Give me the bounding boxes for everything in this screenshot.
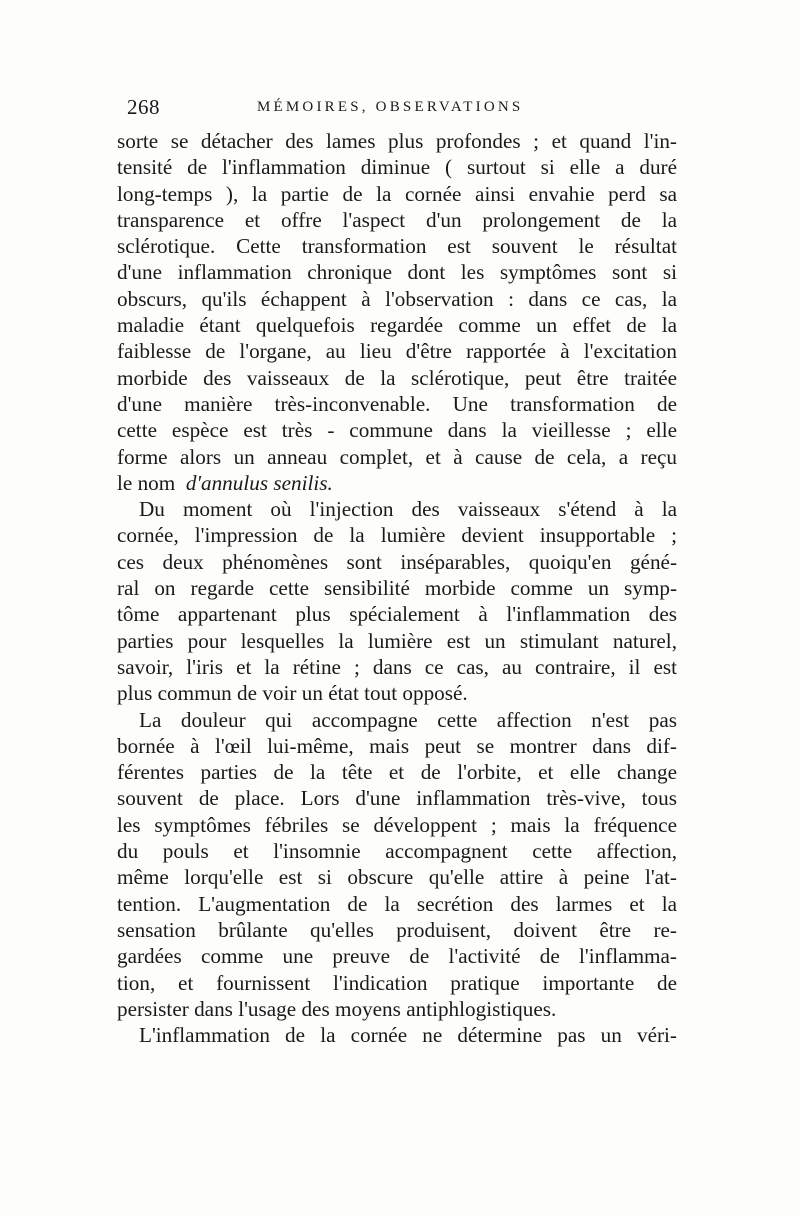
- text-line: sorte se détacher des lames plus profondes ; et quand l'in-: [117, 129, 677, 153]
- paragraph-start-line: L'inflammation de la cornée ne détermine pas un véri-: [139, 1023, 677, 1048]
- text-line: ral on regarde cette sensibilité morbide comme un symp-: [117, 576, 677, 601]
- text-line: gardées comme une preuve de l'activité de l'inflamma-: [117, 944, 677, 969]
- text-line: d'une inflammation chronique dont les symptômes sont si: [117, 260, 677, 285]
- italic-term: d'annulus senilis.: [185, 470, 333, 495]
- text-line: sensation brûlante qu'elles produisent, doivent être re-: [117, 917, 677, 942]
- text-line: d'une manière très-inconvenable. Une transformation de: [117, 391, 677, 416]
- text-line: savoir, l'iris et la rétine ; dans ce cas, au contraire, il est: [117, 654, 677, 679]
- text-line: férentes parties de la tête et de l'orbite, et elle change: [117, 760, 677, 785]
- text-line: cornée, l'impression de la lumière devient insupportable ;: [117, 523, 677, 548]
- text-line: persister dans l'usage des moyens antiphlogistiques.: [117, 996, 557, 1021]
- text-line: souvent de place. Lors d'une inflammation très-vive, tous: [117, 786, 677, 811]
- text-line: même lorqu'elle est si obscure qu'elle attire à peine l'at-: [117, 865, 677, 890]
- text-line: parties pour lesquelles la lumière est un stimulant naturel,: [117, 628, 677, 653]
- text-line: cette espèce est très - commune dans la vieillesse ; elle: [117, 418, 677, 443]
- text-line: tensité de l'inflammation diminue ( surtout si elle a duré: [117, 155, 677, 180]
- body-text: [117, 128, 677, 1048]
- text-line: bornée à l'œil lui-même, mais peut se montrer dans dif-: [117, 733, 677, 758]
- text-line: morbide des vaisseaux de la sclérotique, peut être traitée: [117, 365, 677, 390]
- text-line: sclérotique. Cette transformation est souvent le résultat: [117, 234, 677, 259]
- page-header: [127, 95, 677, 123]
- text-fragment: le nom: [117, 470, 176, 495]
- text-line-with-term: [117, 470, 677, 496]
- text-line: tôme appartenant plus spécialement à l'inflammation des: [117, 602, 677, 627]
- text-line: faiblesse de l'organe, au lieu d'être rapportée à l'excitation: [117, 339, 677, 364]
- text-line: transparence et offre l'aspect d'un prolongement de la: [117, 207, 677, 232]
- paragraph-start-line: La douleur qui accompagne cette affection n'est pas: [139, 707, 677, 732]
- text-line: plus commun de voir un état tout opposé.: [117, 681, 468, 706]
- text-line: obscurs, qu'ils échappent à l'observation : dans ce cas, la: [117, 286, 677, 311]
- text-line: maladie étant quelquefois regardée comme un effet de la: [117, 313, 677, 338]
- text-line: ces deux phénomènes sont inséparables, quoiqu'en géné-: [117, 549, 677, 574]
- text-line: forme alors un anneau complet, et à cause de cela, a reçu: [117, 444, 677, 469]
- page-number: 268: [127, 95, 160, 119]
- text-line: tention. L'augmentation de la secrétion des larmes et la: [117, 891, 677, 916]
- text-line: du pouls et l'insomnie accompagnent cette affection,: [117, 839, 677, 864]
- text-line: long-temps ), la partie de la cornée ainsi envahie perd sa: [117, 181, 677, 206]
- text-line: tion, et fournissent l'indication pratique importante de: [117, 970, 677, 995]
- paragraph-start-line: Du moment où l'injection des vaisseaux s'étend à la: [139, 497, 677, 522]
- running-head: MÉMOIRES, OBSERVATIONS: [257, 99, 524, 115]
- text-line: les symptômes fébriles se développent ; mais la fréquence: [117, 812, 677, 837]
